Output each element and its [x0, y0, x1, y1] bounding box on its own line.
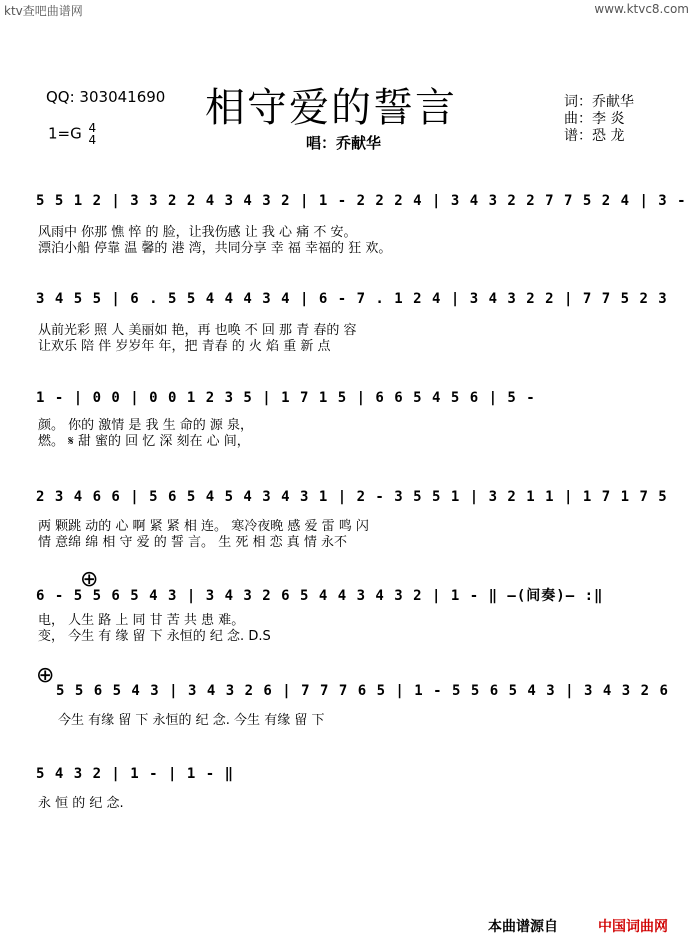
qq-number: QQ: 303041690 [46, 88, 166, 106]
footer-source-label: 本曲谱源自 [488, 919, 558, 935]
lyrics-line: 今生 有缘 留 下 永恒的 纪 念. 今生 有缘 留 下 [58, 713, 325, 728]
key-label: 1=G [48, 124, 82, 143]
lyrics-verse-1: 两 颗跳 动的 心 啊 紧 紧 相 连。 寒冷夜晚 感 爱 雷 鸣 闪 [38, 519, 369, 534]
notation-line: 5 5 1 2 | 3 3 2 2 4 3 4 3 2 | 1 - 2 2 2 4 | 3 4 3 2 2 7 7 5 2 4 | 3 - [36, 193, 687, 209]
lyrics-verse-2: 漂泊小船 停靠 温 馨的 港 湾，共同分享 幸 福 幸福的 狂 欢。 [38, 241, 392, 256]
composer-credit: 曲：李 炎 [564, 111, 625, 127]
notation-line: 5 5 6 5 4 3 | 3 4 3 2 6 | 7 7 7 6 5 | 1 - 5 5 6 5 4 3 | 3 4 3 2 6 [56, 683, 669, 699]
time-signature [89, 122, 97, 146]
lyrics-verse-1: 电， 人生 路 上 同 甘 苦 共 患 难。 [38, 613, 245, 628]
lyrics-verse-2: 情 意绵 绵 相 守 爱 的 誓 言。 生 死 相 恋 真 情 永不 [38, 535, 347, 550]
site-url-right: www.ktvc8.com [594, 2, 689, 16]
coda-symbol-icon: ⊕ [36, 663, 55, 688]
site-name-left: ktv查吧曲谱网 [4, 4, 83, 18]
singer-credit: 唱：乔献华 [306, 134, 382, 152]
notation-line: 3 4 5 5 | 6 . 5 5 4 4 4 3 4 | 6 - 7 . 1 2 4 | 3 4 3 2 2 | 7 7 5 2 3 [36, 291, 668, 307]
footer-source-link[interactable]: 中国词曲网 [598, 919, 668, 935]
time-bottom: 4 [88, 133, 97, 147]
time-top: 4 [88, 121, 97, 135]
credits-block [564, 94, 634, 145]
notation-line: 1 - | 0 0 | 0 0 1 2 3 5 | 1 7 1 5 | 6 6 5 4 5 6 | 5 - [36, 390, 536, 406]
lyrics-verse-1: 风雨中 你那 憔 悴 的 脸，让我伤感 让 我 心 痛 不 安。 [38, 225, 357, 240]
lyrics-verse-2: 让欢乐 陪 伴 岁岁年 年，把 青春 的 火 焰 重 新 点 [38, 339, 331, 354]
lyrics-verse-1: 颜。 你的 激情 是 我 生 命的 源 泉， [38, 418, 254, 433]
lyrics-verse-2: 变， 今生 有 缘 留 下 永恒的 纪 念. D.S [38, 629, 271, 644]
song-title: 相守爱的誓言 [205, 85, 457, 131]
lyricist-credit: 词：乔献华 [564, 94, 634, 110]
lyrics-verse-2: 燃。 𝄋 甜 蜜的 回 忆 深 刻在 心 间， [38, 434, 250, 449]
coda-symbol-icon: ⊕ [80, 567, 99, 592]
arranger-credit: 谱：恐 龙 [564, 128, 625, 144]
lyrics-line: 永 恒 的 纪 念. [38, 796, 124, 811]
notation-line: 6 - 5 5 6 5 4 3 | 3 4 3 2 6 5 4 4 3 4 3 2 | 1 - ‖ —(间奏)— :‖ [36, 588, 604, 604]
notation-line: 5 4 3 2 | 1 - | 1 - ‖ [36, 766, 235, 782]
notation-line: 2 3 4 6 6 | 5 6 5 4 5 4 3 4 3 1 | 2 - 3 5 5 1 | 3 2 1 1 | 1 7 1 7 5 [36, 489, 668, 505]
lyrics-verse-1: 从前光彩 照 人 美丽如 艳，再 也唤 不 回 那 青 春的 容 [38, 323, 357, 338]
key-signature [48, 122, 96, 146]
